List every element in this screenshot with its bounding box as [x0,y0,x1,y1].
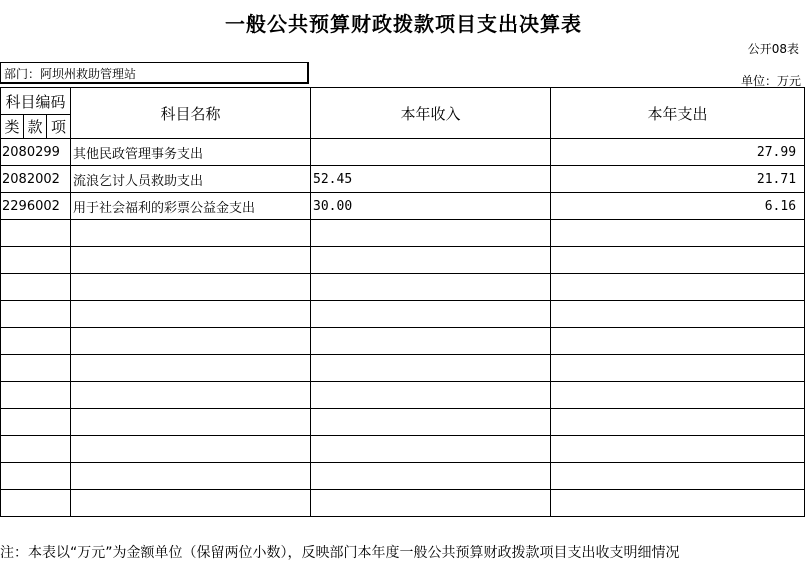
row-code-cell[interactable] [1,274,71,301]
header-lei[interactable]: 类 [1,115,24,139]
unit-label: 单位：万元 [740,74,801,88]
row-expense-cell[interactable] [551,436,805,463]
row-code-cell[interactable] [1,490,71,517]
row-income-cell[interactable] [311,301,551,328]
row-income-cell[interactable] [311,247,551,274]
row-name-cell[interactable] [71,463,311,490]
row-code-cell[interactable] [1,247,71,274]
footnote: 注：本表以“万元”为金额单位（保留两位小数），反映部门本年度一般公共预算财政拨款项目支出收支明细情况 [0,545,680,561]
table-row [1,220,805,247]
header-income[interactable]: 本年收入 [311,88,551,139]
row-code-cell[interactable] [1,355,71,382]
row-code-cell[interactable] [1,220,71,247]
row-expense-cell[interactable] [551,328,805,355]
row-code-cell[interactable] [1,436,71,463]
table-row [1,328,805,355]
row-name-cell[interactable]: 其他民政管理事务支出 [71,139,311,166]
department-cell[interactable]: 部门：阿坝州救助管理站 [0,62,309,84]
row-name-cell[interactable] [71,436,311,463]
table-row [1,301,805,328]
row-expense-cell[interactable] [551,463,805,490]
row-income-cell[interactable] [311,436,551,463]
row-expense-cell[interactable] [551,490,805,517]
header-xiang[interactable]: 项 [47,115,71,139]
row-code-cell[interactable]: 2080299 [1,139,71,166]
row-income-cell[interactable] [311,409,551,436]
row-income-cell[interactable] [311,328,551,355]
row-income-cell[interactable] [311,220,551,247]
table-row [1,139,805,166]
row-expense-cell[interactable] [551,220,805,247]
row-expense-cell[interactable] [551,355,805,382]
row-expense-cell[interactable]: 6.16 [551,193,805,220]
row-income-cell[interactable] [311,355,551,382]
expenditure-table [0,87,805,517]
header-expense[interactable]: 本年支出 [551,88,805,139]
row-expense-cell[interactable]: 21.71 [551,166,805,193]
table-row [1,490,805,517]
header-subject-code[interactable]: 科目编码 [1,88,71,115]
row-name-cell[interactable] [71,220,311,247]
row-name-cell[interactable] [71,382,311,409]
row-code-cell[interactable] [1,463,71,490]
row-code-cell[interactable] [1,409,71,436]
row-income-cell[interactable] [311,382,551,409]
form-number: 公开08表 [747,42,799,56]
row-name-cell[interactable] [71,301,311,328]
row-income-cell[interactable] [311,490,551,517]
row-expense-cell[interactable] [551,409,805,436]
table-row [1,247,805,274]
row-name-cell[interactable] [71,274,311,301]
table-row [1,193,805,220]
row-name-cell[interactable]: 用于社会福利的彩票公益金支出 [71,193,311,220]
table-row [1,166,805,193]
header-kuan[interactable]: 款 [24,115,47,139]
row-expense-cell[interactable] [551,301,805,328]
row-code-cell[interactable] [1,301,71,328]
row-expense-cell[interactable] [551,274,805,301]
row-name-cell[interactable]: 流浪乞讨人员救助支出 [71,166,311,193]
row-name-cell[interactable] [71,355,311,382]
page-title: 一般公共预算财政拨款项目支出决算表 [225,12,582,36]
row-code-cell[interactable] [1,382,71,409]
row-name-cell[interactable] [71,409,311,436]
row-income-cell[interactable] [311,463,551,490]
row-code-cell[interactable] [1,328,71,355]
header-subject-name[interactable]: 科目名称 [71,88,311,139]
table-row [1,436,805,463]
row-code-cell[interactable]: 2296002 [1,193,71,220]
row-income-cell[interactable]: 52.45 [311,166,551,193]
table-row [1,382,805,409]
row-income-cell[interactable] [311,274,551,301]
row-income-cell[interactable] [311,139,551,166]
row-expense-cell[interactable] [551,247,805,274]
row-expense-cell[interactable]: 27.99 [551,139,805,166]
row-name-cell[interactable] [71,328,311,355]
row-code-cell[interactable]: 2082002 [1,166,71,193]
row-name-cell[interactable] [71,490,311,517]
row-expense-cell[interactable] [551,382,805,409]
table-row [1,409,805,436]
table-row [1,355,805,382]
table-row [1,463,805,490]
row-name-cell[interactable] [71,247,311,274]
table-row [1,274,805,301]
row-income-cell[interactable]: 30.00 [311,193,551,220]
